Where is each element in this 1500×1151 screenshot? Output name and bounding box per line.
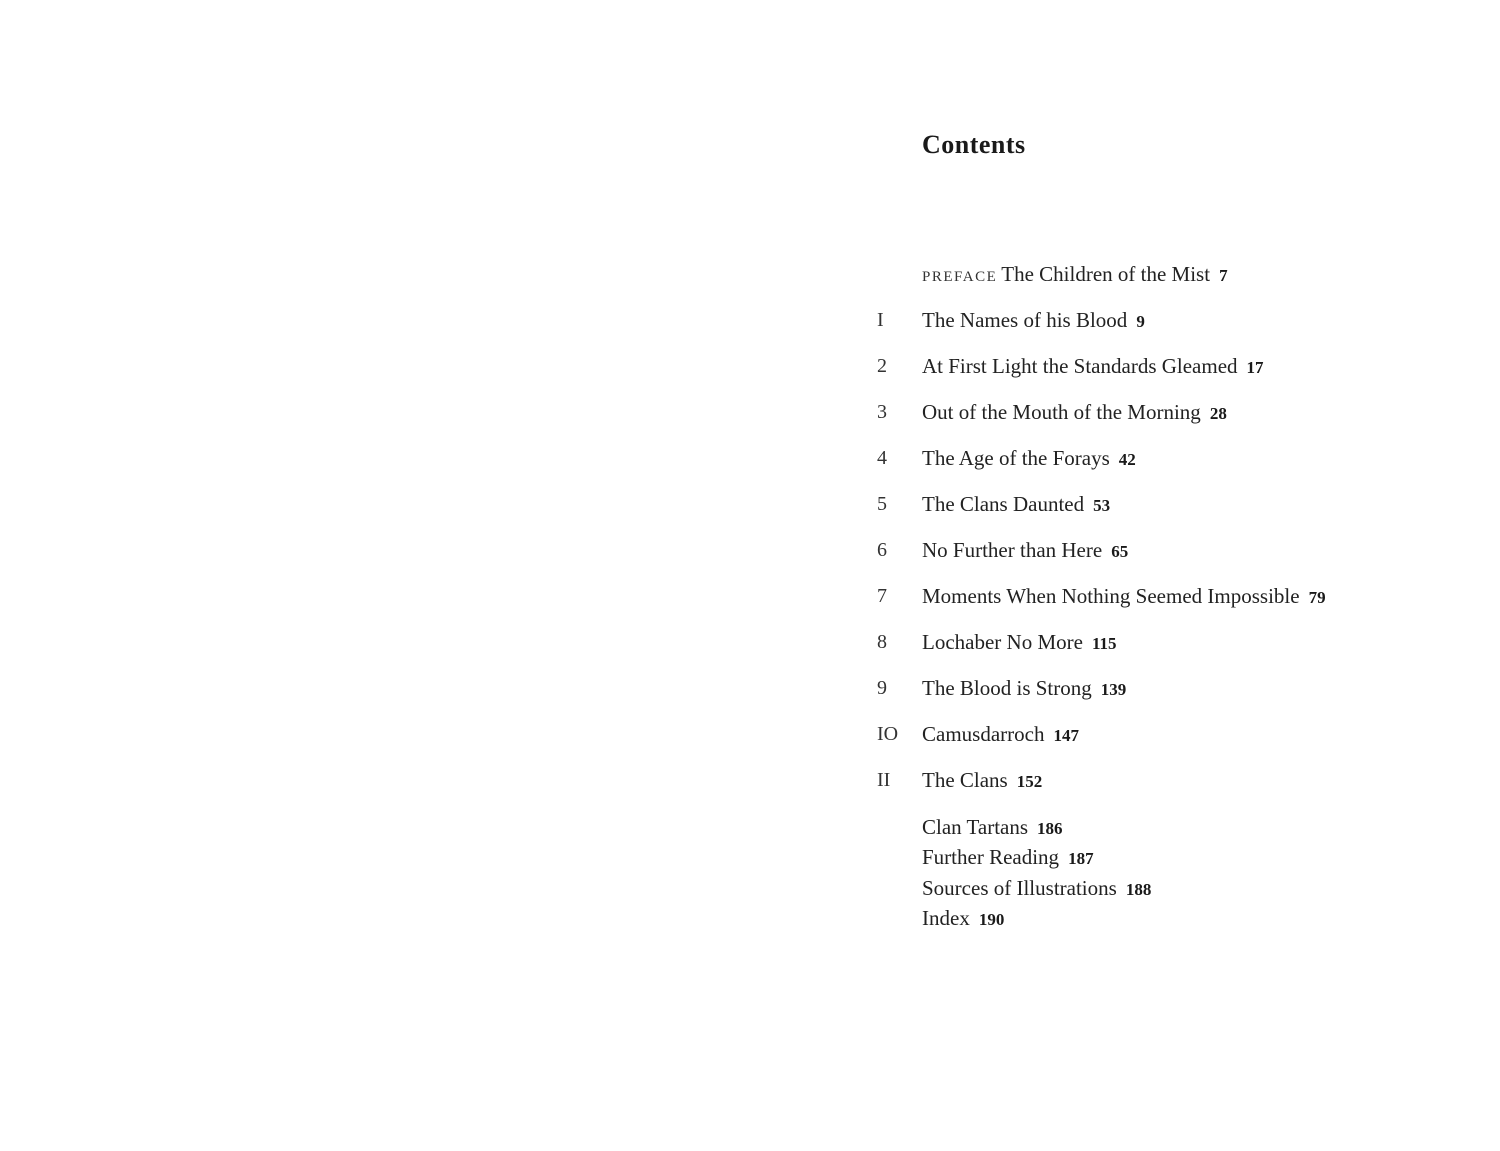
- toc-chapter-page: 28: [1209, 404, 1227, 423]
- toc-chapter-text: [922, 397, 1227, 429]
- toc-chapter-title: The Names of his Blood: [922, 308, 1128, 332]
- toc-chapter-number: 8: [877, 631, 887, 653]
- toc-chapter-text: [922, 443, 1136, 475]
- toc-chapter-text: [922, 765, 1042, 797]
- toc-chapter-title: At First Light the Standards Gleamed: [922, 354, 1238, 378]
- toc-chapter-number: 2: [877, 355, 887, 377]
- toc-chapter-number: 9: [877, 677, 887, 699]
- toc-chapter-page: 17: [1246, 358, 1264, 377]
- toc-chapter-title: The Age of the Forays: [922, 446, 1110, 470]
- toc-chapter-number: 4: [877, 447, 887, 469]
- toc-chapter-11: [750, 765, 1490, 795]
- toc-chapter-6: [750, 535, 1490, 565]
- toc-back-matter-title: Clan Tartans: [922, 815, 1029, 839]
- toc-back-matter-title: Sources of Illustrations: [922, 876, 1117, 900]
- toc-chapter-text: [922, 627, 1117, 659]
- toc-chapter-text: [922, 673, 1126, 705]
- toc-chapter-number: II: [877, 769, 891, 791]
- toc-preface-label: PREFACE: [922, 269, 998, 285]
- toc-back-matter-page: 187: [1068, 849, 1094, 868]
- toc-back-matter-index: [750, 903, 1490, 933]
- toc-chapter-title: No Further than Here: [922, 538, 1103, 562]
- toc-preface: [750, 259, 1490, 289]
- toc-chapter-page: 147: [1053, 726, 1079, 745]
- toc-chapter-8: [750, 627, 1490, 657]
- toc-chapter-title: The Blood is Strong: [922, 676, 1092, 700]
- toc-back-matter-further-reading: [750, 842, 1490, 872]
- toc-chapter-title: Camusdarroch: [922, 722, 1045, 746]
- toc-preface-title: The Children of the Mist: [1001, 262, 1211, 286]
- contents-title: Contents: [922, 130, 1026, 159]
- toc-chapter-text: [922, 351, 1264, 383]
- toc-chapter-title: Lochaber No More: [922, 630, 1083, 654]
- right-page: [750, 0, 1500, 1151]
- toc-chapter-number: IO: [877, 723, 899, 745]
- toc-chapter-page: 139: [1100, 680, 1127, 699]
- toc-preface-text: [922, 259, 1228, 292]
- toc-chapter-text: [922, 489, 1110, 521]
- toc-back-matter-page: 188: [1125, 880, 1152, 899]
- toc-back-matter-text: [922, 873, 1151, 905]
- toc-back-matter-text: [922, 812, 1063, 844]
- toc-chapter-number: 3: [877, 401, 887, 423]
- toc-chapter-number: 6: [877, 539, 887, 561]
- toc-chapter-2: [750, 351, 1490, 381]
- toc-chapter-page: 79: [1308, 588, 1326, 607]
- table-of-contents: [750, 0, 1500, 1151]
- toc-chapter-title: The Clans: [922, 768, 1008, 792]
- toc-chapter-page: 115: [1091, 634, 1117, 653]
- toc-back-matter-title: Index: [922, 906, 970, 930]
- toc-chapter-10: [750, 719, 1490, 749]
- toc-chapter-number: 7: [877, 585, 887, 607]
- toc-chapter-number: I: [877, 309, 884, 331]
- toc-chapter-7: [750, 581, 1490, 611]
- toc-chapter-page: 42: [1118, 450, 1136, 469]
- toc-chapter-3: [750, 397, 1490, 427]
- toc-chapter-5: [750, 489, 1490, 519]
- toc-chapter-title: Moments When Nothing Seemed Impossible: [922, 584, 1300, 608]
- toc-chapter-page: 65: [1111, 542, 1129, 561]
- toc-chapter-text: [922, 535, 1128, 567]
- toc-back-matter-page: 190: [978, 910, 1005, 929]
- toc-back-matter-clan-tartans: [750, 812, 1490, 842]
- toc-back-matter-text: [922, 842, 1094, 874]
- toc-chapter-1: [750, 305, 1490, 335]
- toc-chapter-4: [750, 443, 1490, 473]
- toc-preface-page: 7: [1219, 266, 1228, 285]
- toc-chapter-text: [922, 305, 1145, 337]
- toc-chapter-9: [750, 673, 1490, 703]
- toc-back-matter-page: 186: [1037, 819, 1063, 838]
- toc-chapter-page: 53: [1093, 496, 1111, 515]
- toc-chapter-text: [922, 581, 1326, 613]
- toc-back-matter-text: [922, 903, 1004, 935]
- toc-back-matter-sources: [750, 873, 1490, 903]
- toc-chapter-number: 5: [877, 493, 887, 515]
- toc-chapter-page: 152: [1016, 772, 1043, 791]
- toc-chapter-title: The Clans Daunted: [922, 492, 1085, 516]
- toc-back-matter-title: Further Reading: [922, 845, 1060, 869]
- toc-chapter-page: 9: [1136, 312, 1145, 331]
- toc-chapter-text: [922, 719, 1079, 751]
- toc-chapter-title: Out of the Mouth of the Morning: [922, 400, 1201, 424]
